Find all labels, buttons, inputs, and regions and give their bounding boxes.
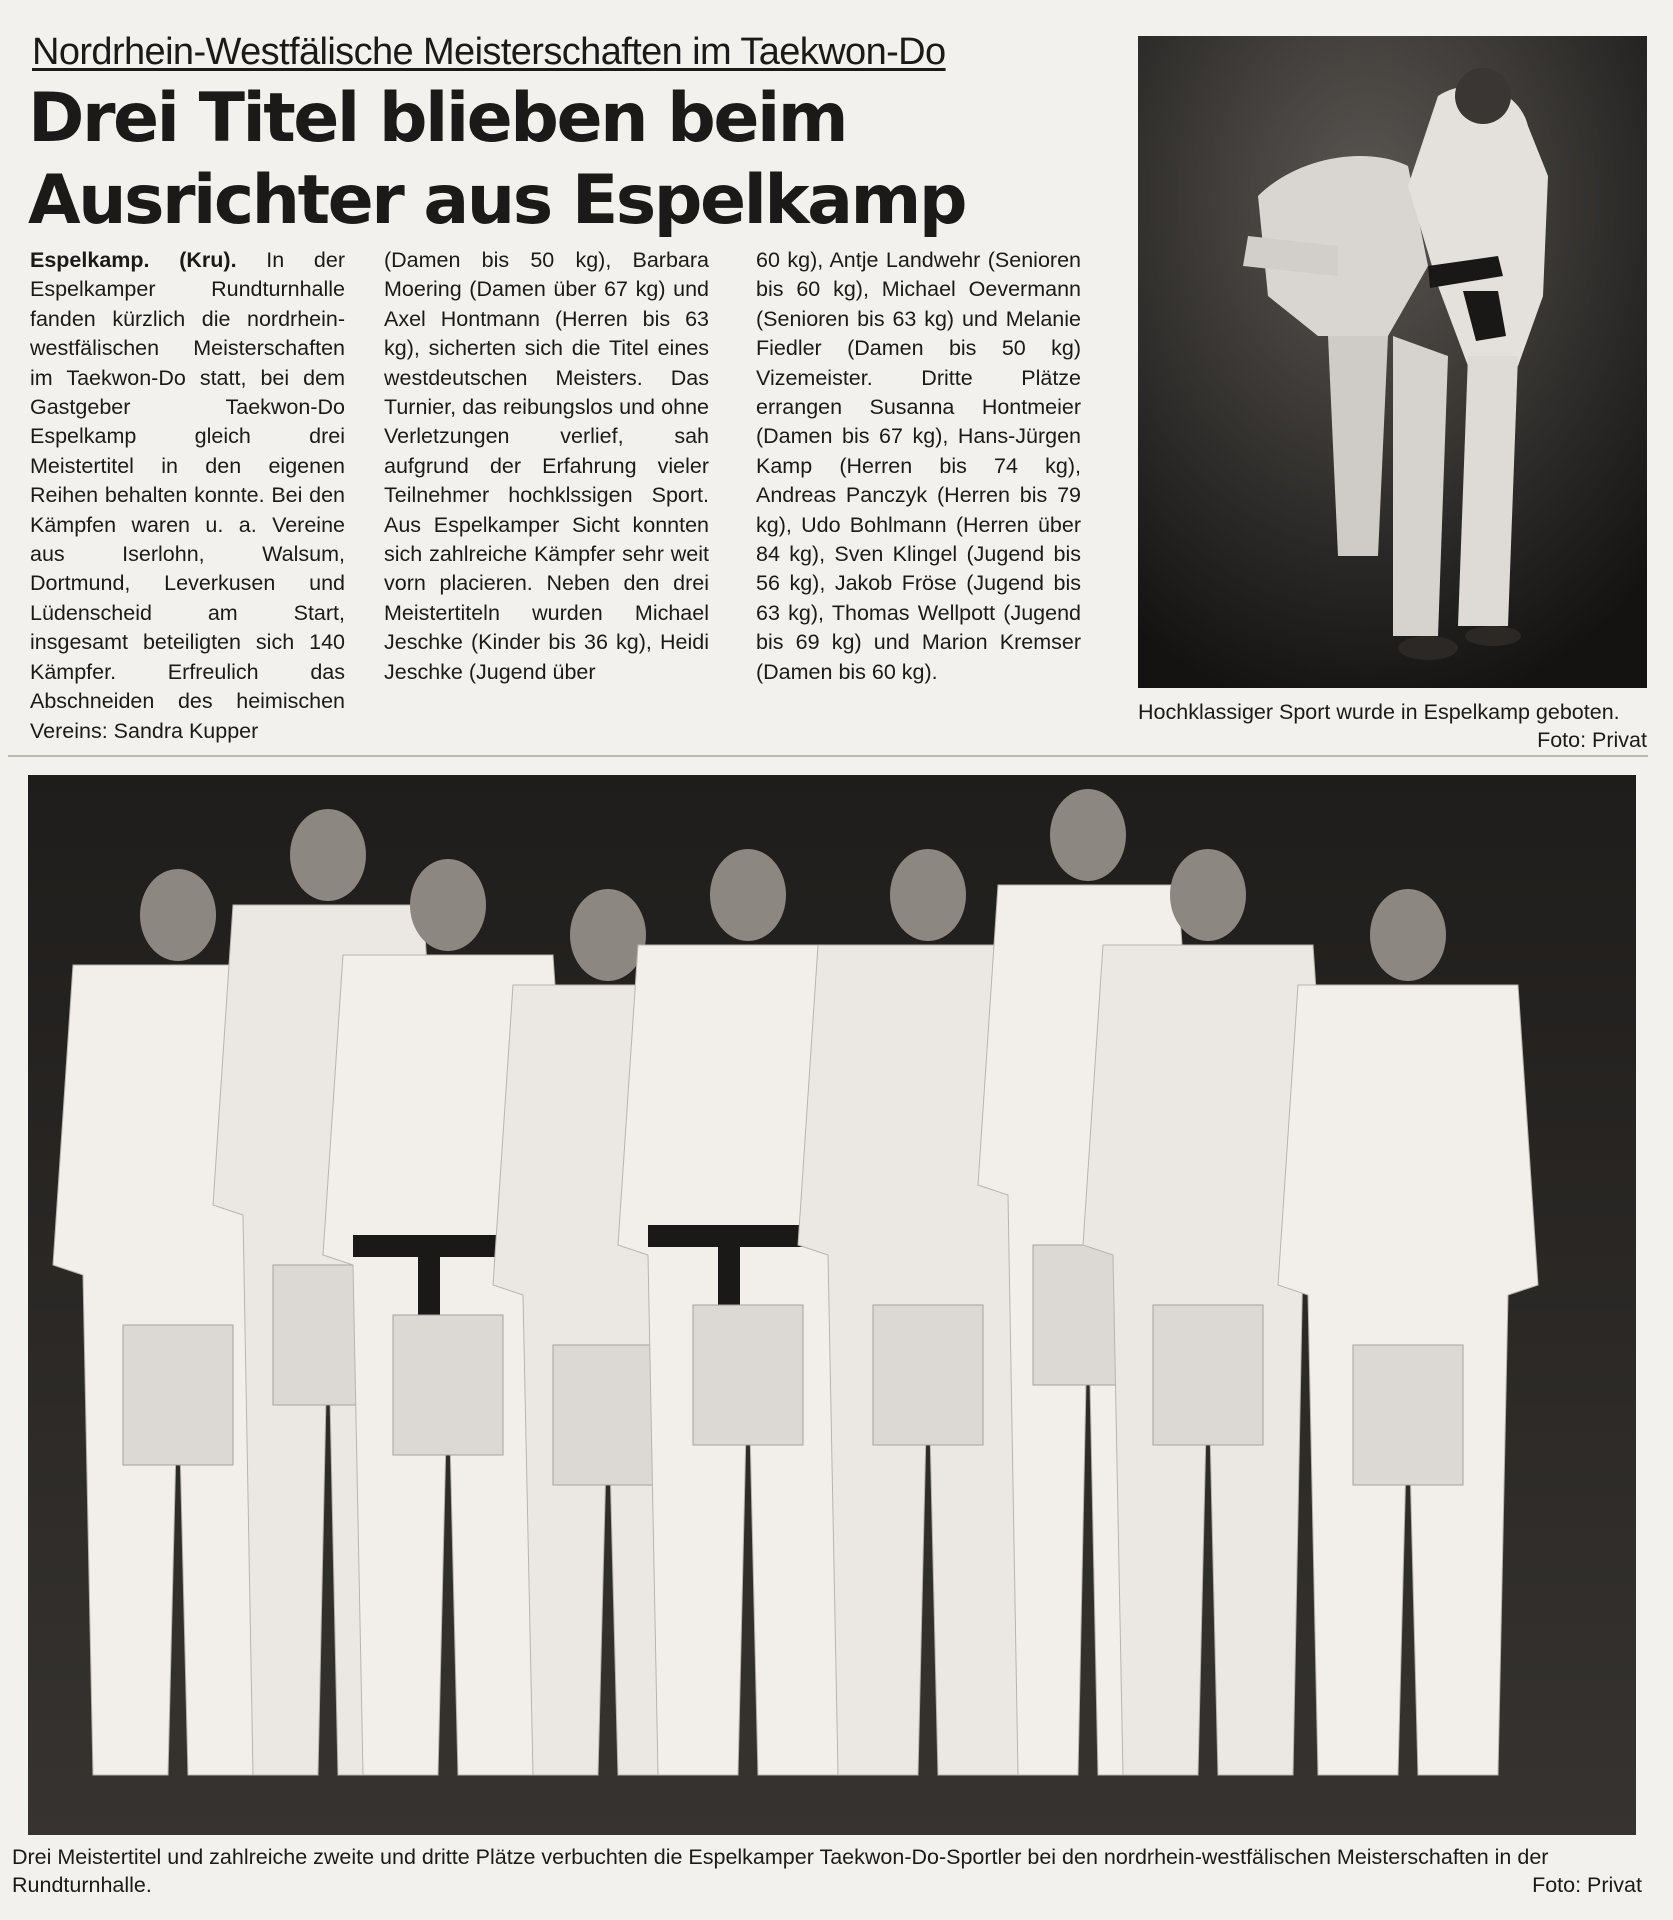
sparring-caption-text: Hochklassiger Sport wurde in Espelkamp geboten.	[1138, 700, 1620, 724]
headline-line-2: Ausrichter aus Espelkamp	[28, 161, 966, 240]
sparring-photo	[1138, 36, 1647, 688]
article-column-2: (Damen bis 50 kg), Barbara Moering (Damen über 67 kg) und Axel Hontmann (Herren bis 63 kg), sicherten sich die Titel eines westdeutschen Meisters. Das Turnier, das reibungslos und ohne Verletzungen verlief, sah aufgrund der Erfahrung vieler Teilnehmer hochklssigen Sport. Aus Espelkamper Sicht konnten sich zahlreiche Kämpfer sehr weit vorn placieren. Neben den drei Meistertiteln wurden Michael Jeschke (Kinder bis 36 kg), Heidi Jeschke (Jugend über	[384, 248, 709, 684]
sparring-photo-image	[1138, 36, 1647, 688]
sparring-photo-credit: Foto: Privat	[1537, 728, 1647, 752]
group-photo	[28, 775, 1636, 1835]
dateline: Espelkamp. (Kru).	[30, 248, 237, 272]
headline-line-1: Drei Titel blieben beim	[28, 79, 847, 158]
section-divider	[8, 755, 1648, 757]
group-photo-caption	[12, 1843, 1642, 1899]
group-photo-image	[28, 775, 1636, 1835]
sparring-photo-caption	[1138, 698, 1647, 754]
article-column-1	[30, 246, 345, 746]
article-column-3: 60 kg), Antje Landwehr (Senioren bis 60 kg), Michael Oevermann (Senioren bis 63 kg) und Melanie Fiedler (Damen bis 50 kg) Vizemeister. Dritte Plätze errangen Susanna Hontmeier (Damen bis 67 kg), Hans-Jürgen Kamp (Herren bis 74 kg), Andreas Panczyk (Herren bis 79 kg), Udo Bohlmann (Herren über 84 kg), Sven Klingel (Jugend bis 56 kg), Jakob Fröse (Jugend bis 63 kg), Thomas Wellpott (Jugend bis 69 kg) und Marion Kremser (Damen bis 60 kg).	[756, 248, 1081, 684]
group-caption-text: Drei Meistertitel und zahlreiche zweite und dritte Plätze verbuchten die Espelkamper Taekwon-Do-Sportler bei den nordrhein-westfälischen Meisterschaften in der Rundturnhalle.	[12, 1845, 1549, 1897]
kicker-headline: Nordrhein-Westfälische Meisterschaften im Taekwon-Do	[32, 31, 946, 73]
article-column-1-text: In der Espelkamper Rundturnhalle fanden kürzlich die nordrhein-westfälischen Meisterschaften im Taekwon-Do statt, bei dem Gastgeber Taekwon-Do Espelkamp gleich drei Meistertitel in den eigenen Reihen behalten konnte. Bei den Kämpfen waren u. a. Vereine aus Iserlohn, Walsum, Dortmund, Leverkusen und Lüdenscheid am Start, insgesamt beteiligten sich 140 Kämpfer. Erfreulich das Abschneiden des heimischen Vereins: Sandra Kupper	[30, 248, 345, 743]
headline	[28, 78, 1128, 242]
group-photo-credit: Foto: Privat	[1532, 1873, 1642, 1897]
